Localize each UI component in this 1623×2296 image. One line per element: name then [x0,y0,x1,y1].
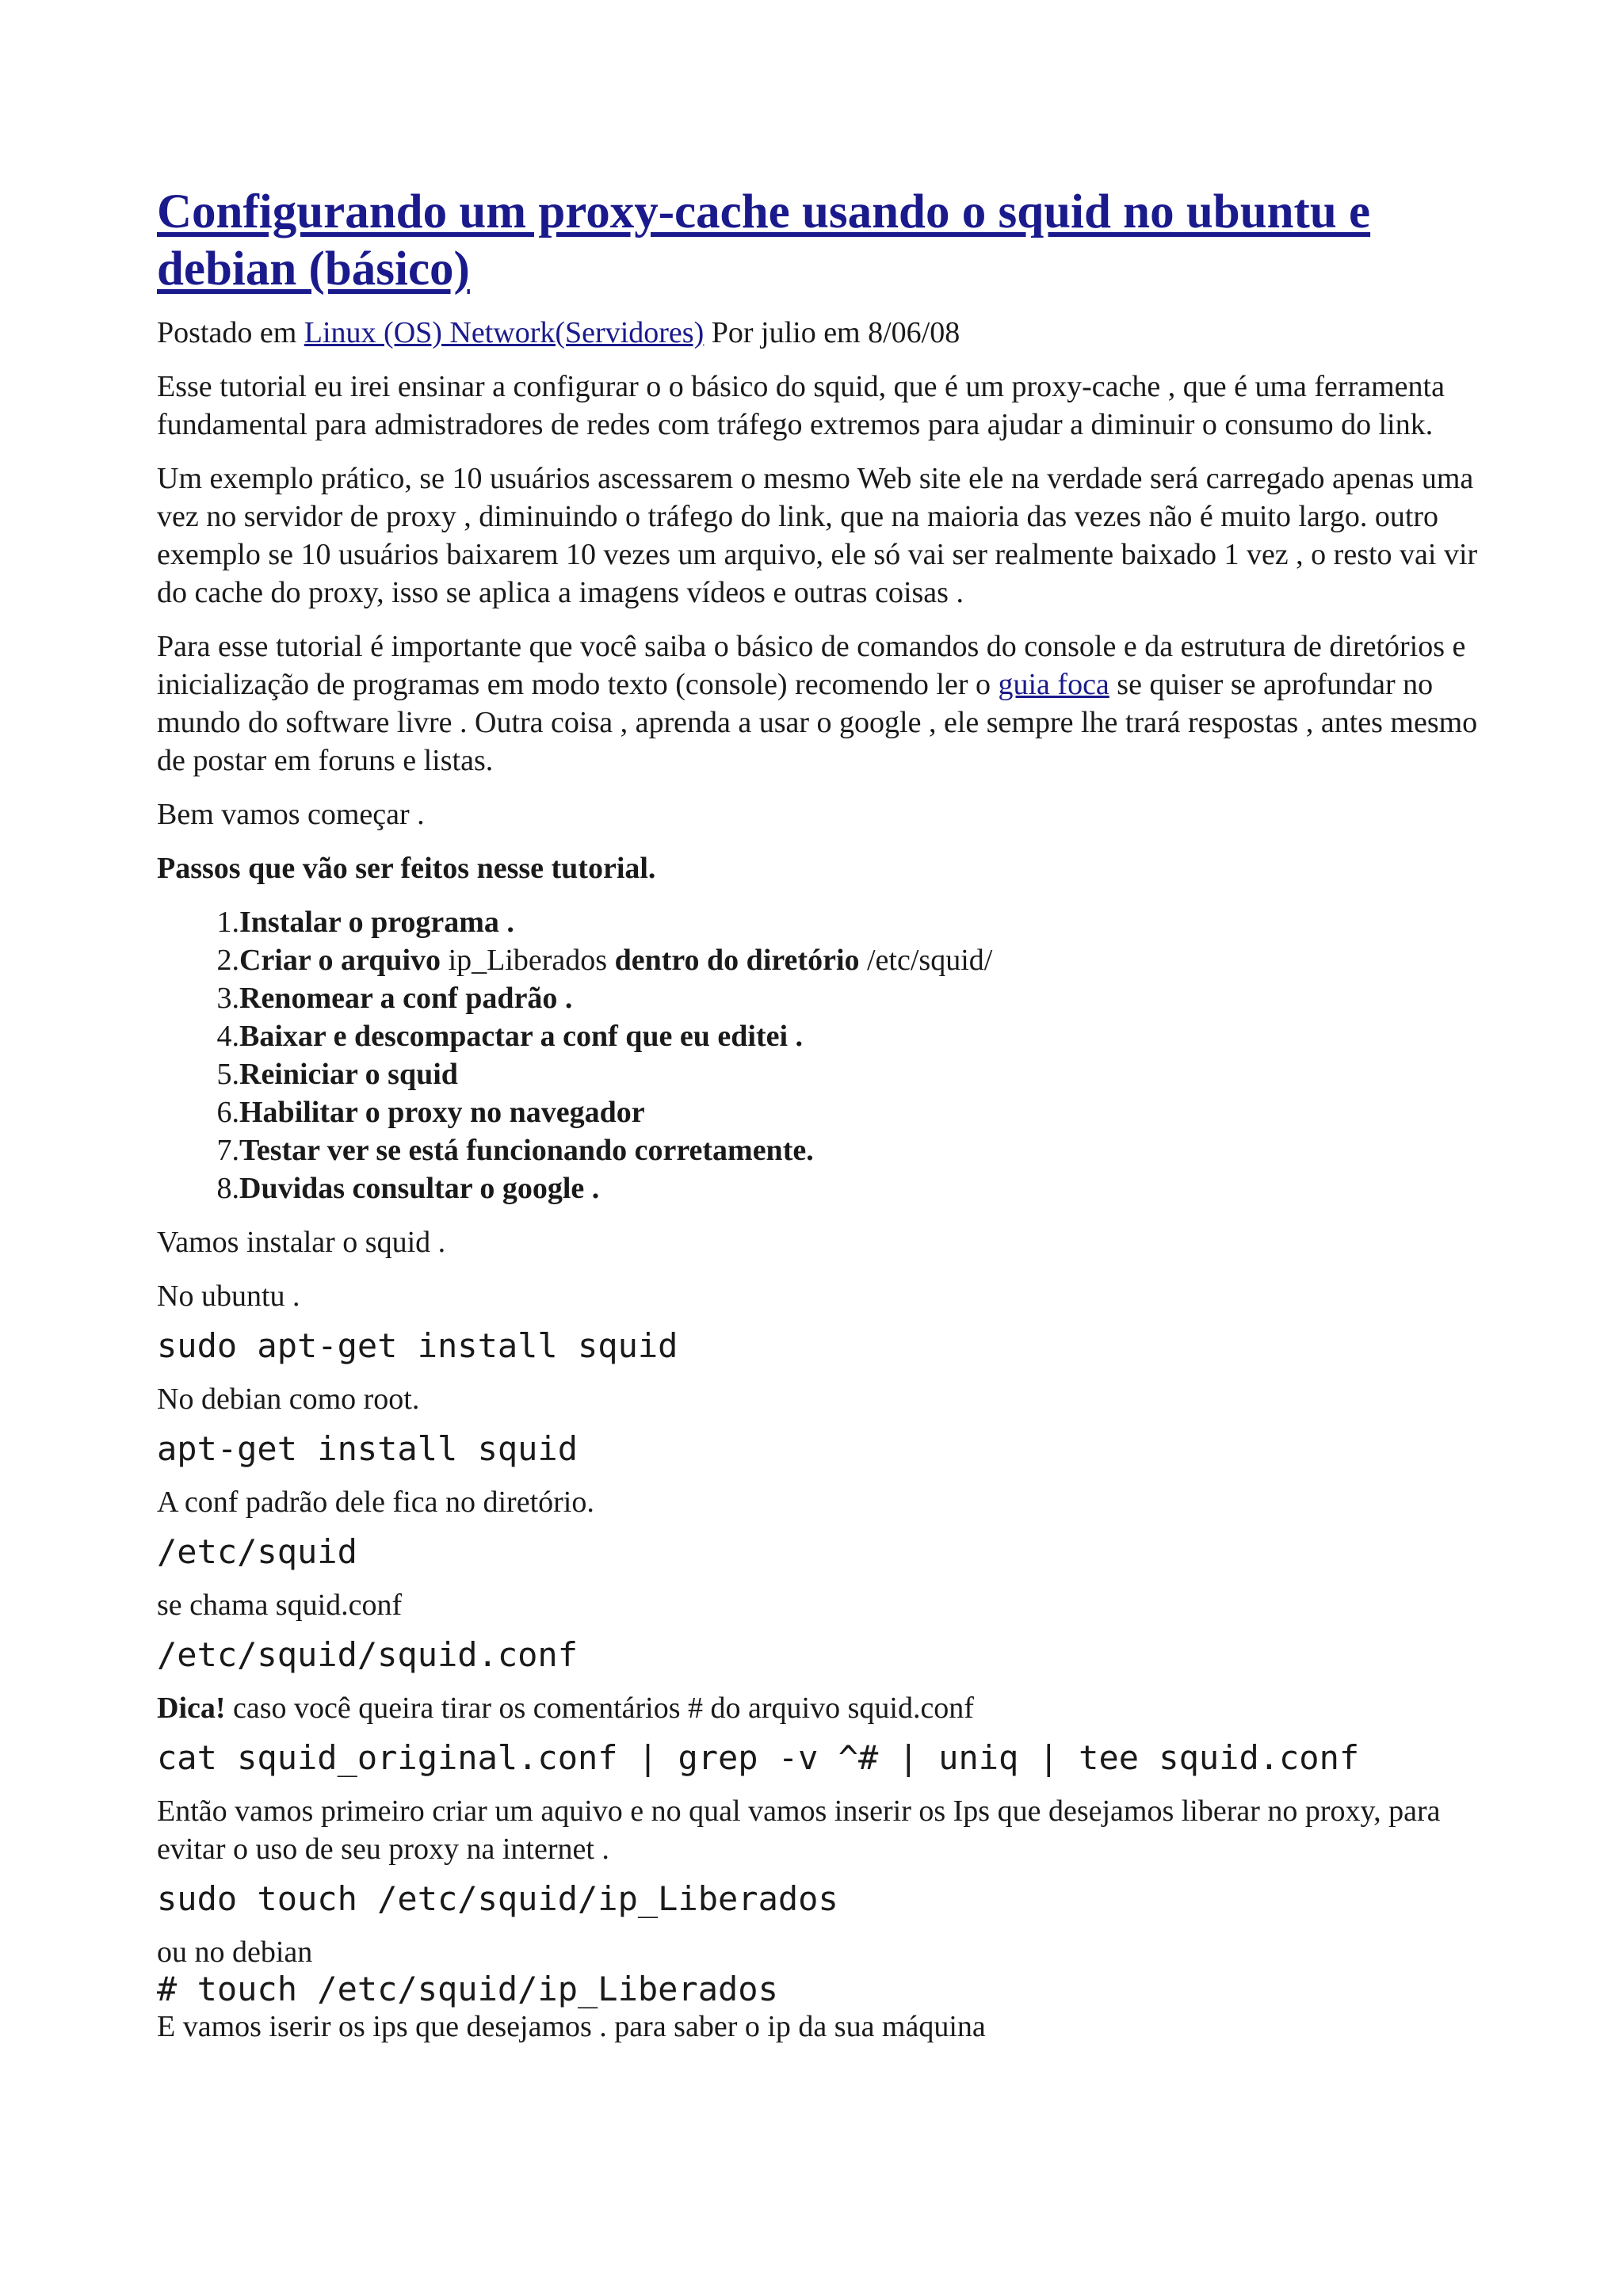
step-text: Criar o arquivo [239,944,441,977]
step-number: 7. [216,1134,239,1167]
list-item [157,1131,1488,1169]
step-filename: ip_Liberados [441,944,615,977]
code-path-conf: /etc/squid/squid.conf [157,1635,579,1674]
step-text: Reiniciar o squid [239,1058,458,1091]
step-text: Instalar o programa . [239,906,514,939]
step-text: Duvidas consultar o google . [239,1172,600,1205]
start-paragraph: Bem vamos começar . [157,798,425,831]
prereq-before: Para esse tutorial é importante que você saiba o básico de comandos do console e da estrutura de diretórios e inicialização de programas em modo texto (console) recomendo ler o [157,630,1466,701]
last-line: E vamos iserir os ips que desejamos . para saber o ip da sua máquina [157,2010,986,2043]
step-number: 8. [216,1172,239,1205]
step-text: Habilitar o proxy no navegador [239,1096,645,1129]
code-strip-comments: cat squid_original.conf | grep -v ^# | uniq | tee squid.conf [157,1738,1360,1777]
tip-paragraph [157,1689,1488,1727]
step-text: Baixar e descompactar a conf que eu editei . [239,1020,804,1053]
code-touch-sudo: sudo touch /etc/squid/ip_Liberados [157,1879,838,1918]
meta-suffix: Por julio em 8/06/08 [704,316,960,349]
tip-label: Dica! [157,1691,226,1725]
step-number: 3. [216,982,239,1015]
conf-dir-label: A conf padrão dele fica no diretório. [157,1486,594,1519]
article [157,184,1488,2046]
list-item [157,1055,1488,1093]
step-number: 2. [216,944,239,977]
post-meta [157,314,1488,352]
code-ubuntu-install: sudo apt-get install squid [157,1326,678,1365]
step-number: 1. [216,906,239,939]
article-title-link[interactable]: Configurando um proxy-cache usando o squid no ubuntu e debian (básico) [157,185,1371,296]
list-item [157,979,1488,1017]
create-file-paragraph: Então vamos primeiro criar um aquivo e no qual vamos inserir os Ips que desejamos liberar no proxy, para evitar o uso de seu proxy na internet . [157,1794,1441,1866]
prereq-paragraph [157,627,1488,780]
steps-heading: Passos que vão ser feitos nesse tutorial. [157,852,656,885]
article-title [157,184,1488,298]
debian-label: No debian como root. [157,1383,420,1416]
list-item [157,941,1488,979]
category-link[interactable]: Linux (OS) Network(Servidores) [304,316,705,349]
step-text: Testar ver se está funcionando corretamente. [239,1134,814,1167]
code-touch-root: # touch /etc/squid/ip_Liberados [157,1970,778,2008]
example-paragraph: Um exemplo prático, se 10 usuários ascessarem o mesmo Web site ele na verdade será carregado apenas uma vez no servidor de proxy , diminuindo o tráfego do link, que na maioria das vezes não é muito largo. outro exemplo se 10 usuários baixarem 10 vezes um arquivo, ele só vai ser realmente baixado 1 vez , o resto vai vir do cache do proxy, isso se aplica a imagens vídeos e outras coisas . [157,462,1478,609]
step-path: /etc/squid/ [859,944,993,977]
step-number: 4. [216,1020,239,1053]
intro-paragraph: Esse tutorial eu irei ensinar a configurar o o básico do squid, que é um proxy-cache , que é uma ferramenta fundamental para admistradores de redes com tráfego extremos para ajudar a diminuir o consumo do link. [157,370,1445,441]
install-intro: Vamos instalar o squid . [157,1226,446,1259]
code-debian-install: apt-get install squid [157,1429,579,1468]
ubuntu-label: No ubuntu . [157,1280,300,1313]
step-text-2: dentro do diretório [614,944,860,977]
prereq-after: se quiser se aprofundar no mundo do software livre . Outra coisa , aprenda a usar o google , ele sempre lhe trará respostas , antes mesmo de postar em foruns e listas. [157,668,1478,777]
list-item [157,1169,1488,1207]
list-item [157,903,1488,941]
list-item [157,1017,1488,1055]
step-number: 6. [216,1096,239,1129]
or-debian-label: ou no debian [157,1936,313,1969]
list-item [157,1093,1488,1131]
conf-name-label: se chama squid.conf [157,1589,403,1622]
guia-foca-link[interactable]: guia foca [998,668,1109,701]
code-path-dir: /etc/squid [157,1532,357,1571]
step-text: Renomear a conf padrão . [239,982,573,1015]
tip-text: caso você queira tirar os comentários # do arquivo squid.conf [225,1691,974,1725]
meta-prefix: Postado em [157,316,304,349]
step-number: 5. [216,1058,239,1091]
steps-list [157,903,1488,1207]
